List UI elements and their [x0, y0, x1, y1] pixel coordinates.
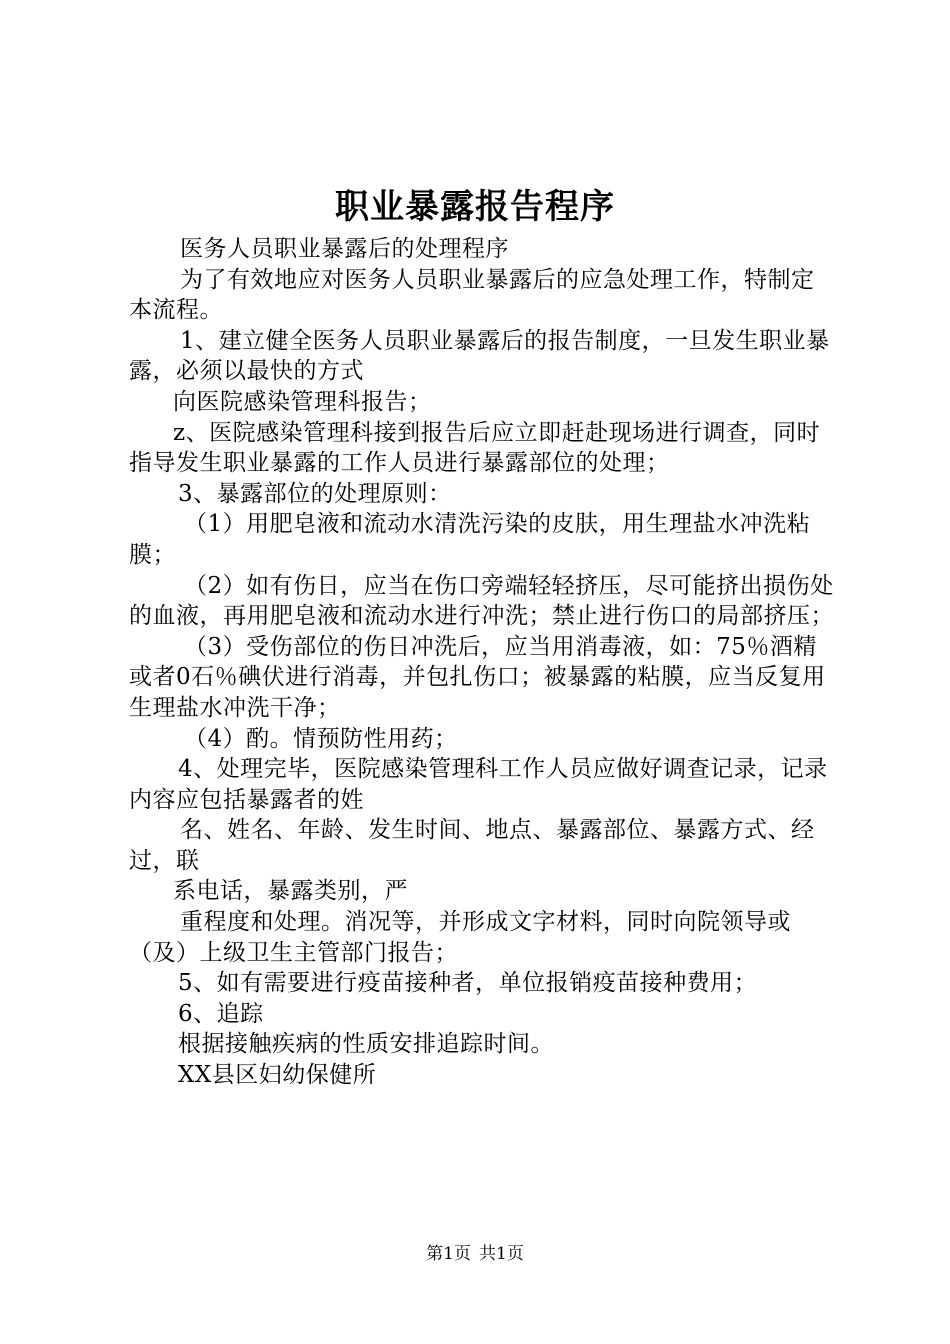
paragraph-step-3-item-3: （3）受伤部位的伤日冲洗后，应当用消毒液，如：75％酒精或者0石％碘伏进行消毒，并包扎伤口；被暴露的粘膜，应当反复用生理盐水冲洗干净； [129, 633, 826, 721]
paragraph-subtitle: 医务人员职业暴露后的处理程序 [180, 236, 509, 262]
document-body [129, 234, 834, 1091]
page-total: 共1页 [479, 1244, 524, 1264]
paragraph-step-3: 3、暴露部位的处理原则： [178, 480, 452, 507]
page-footer [0, 1243, 950, 1265]
paragraph-step-6: 6、追踪 [178, 1000, 264, 1027]
paragraph-step-4: 4、处理完毕，医院感染管理科工作人员应做好调查记录，记录内容应包括暴露者的姓 [129, 756, 828, 813]
paragraph-step-4-cont-3: 重程度和处理。消况等，并形成文字材料，同时向院领导或（及）上级卫生主管部门报告； [129, 909, 791, 966]
paragraph-step-6-detail: 根据接触疾病的性质安排追踪时间。 [178, 1031, 554, 1058]
paragraph-signature: XX县区妇幼保健所 [178, 1062, 377, 1089]
paragraph-step-1-cont: 向医院感染管理科报告； [173, 388, 432, 415]
paragraph-step-2: z、医院感染管理科接到报告后应立即赶赴现场进行调查，同时指导发生职业暴露的工作人员进行暴露部位的处理； [129, 419, 821, 477]
page-number: 第1页 [426, 1244, 471, 1264]
paragraph-step-3-item-1: （1）用肥皂液和流动水清洗污染的皮肤，用生理盐水冲洗粘膜； [129, 511, 811, 568]
paragraph-step-1: 1、建立健全医务人员职业暴露后的报告制度，一旦发生职业暴露，必须以最快的方式 [129, 327, 830, 385]
paragraph-step-4-cont-2: 系电话，暴露类别，严 [173, 878, 408, 905]
paragraph-intro: 为了有效地应对医务人员职业暴露后的应急处理工作，特制定本流程。 [129, 266, 815, 324]
paragraph-step-4-cont-1: 名、姓名、年龄、发生时间、地点、暴露部位、暴露方式、经过，联 [129, 817, 815, 874]
paragraph-step-5: 5、如有需要进行疫苗接种者，单位报销疫苗接种费用； [178, 970, 758, 997]
paragraph-step-3-item-2: （2）如有伤日，应当在伤口旁端轻轻挤压，尽可能挤出损伤处的血液，再用肥皂液和流动水进行冲洗；禁止进行伤口的局部挤压； [129, 572, 834, 630]
paragraph-step-3-item-4: （4）酌。情预防性用药； [184, 725, 458, 752]
document-title: 职业暴露报告程序 [335, 187, 615, 227]
